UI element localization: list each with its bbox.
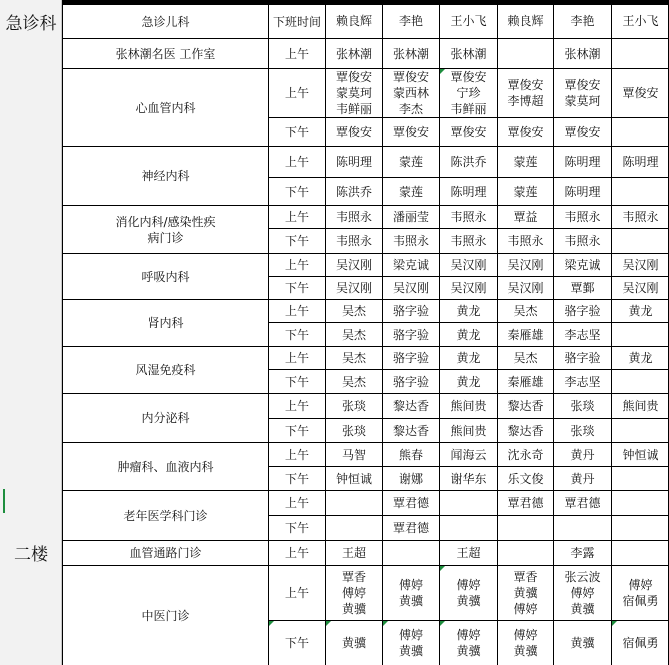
cell-comment-marker: [326, 621, 331, 626]
shift-cell[interactable]: 上午: [268, 442, 325, 466]
schedule-cell[interactable]: [611, 490, 669, 515]
schedule-cell[interactable]: 宿佩勇: [611, 620, 669, 665]
department-cell[interactable]: 血管通路门诊: [62, 540, 268, 565]
schedule-cell[interactable]: 吴汉刚: [382, 276, 439, 299]
schedule-cell[interactable]: 熊间贵: [611, 393, 669, 418]
shift-cell[interactable]: 下午: [268, 322, 325, 346]
schedule-cell[interactable]: 黄骥: [325, 620, 382, 665]
schedule-cell[interactable]: 吴汉刚: [439, 253, 497, 276]
shift-cell[interactable]: 下午: [268, 515, 325, 540]
schedule-cell[interactable]: 吴杰: [325, 346, 382, 369]
department-cell[interactable]: 张林潮名医 工作室: [62, 38, 268, 68]
schedule-cell[interactable]: 韦照永: [439, 205, 497, 228]
schedule-cell[interactable]: 覃俊安: [325, 117, 382, 146]
schedule-cell[interactable]: 潘丽莹: [382, 205, 439, 228]
schedule-cell[interactable]: [325, 490, 382, 515]
shift-cell[interactable]: 上午: [268, 540, 325, 565]
schedule-cell[interactable]: 闻海云: [439, 442, 497, 466]
shift-cell[interactable]: 下午: [268, 177, 325, 205]
schedule-cell[interactable]: [497, 515, 553, 540]
schedule-cell[interactable]: 吴汉刚: [497, 253, 553, 276]
schedule-cell[interactable]: [497, 38, 553, 68]
schedule-cell[interactable]: 钟恒诚: [325, 466, 382, 490]
schedule-cell[interactable]: 韦照永: [553, 228, 611, 253]
header-doctor-1[interactable]: 李艳: [382, 4, 439, 38]
schedule-cell[interactable]: 吴杰: [325, 369, 382, 393]
schedule-cell[interactable]: 张琰: [325, 418, 382, 442]
schedule-cell[interactable]: [611, 117, 669, 146]
shift-cell[interactable]: 上午: [268, 490, 325, 515]
schedule-cell[interactable]: [611, 228, 669, 253]
schedule-cell[interactable]: 黎达香: [382, 418, 439, 442]
schedule-cell[interactable]: 覃君德: [382, 490, 439, 515]
department-cell[interactable]: 老年医学科门诊: [62, 490, 268, 540]
schedule-cell[interactable]: 吴杰: [497, 346, 553, 369]
schedule-cell[interactable]: 秦雁雄: [497, 369, 553, 393]
schedule-cell[interactable]: 覃俊安 李博超: [497, 68, 553, 117]
schedule-cell[interactable]: 骆字验: [382, 346, 439, 369]
schedule-cell[interactable]: 张琰: [553, 418, 611, 442]
schedule-cell[interactable]: 黄丹: [553, 442, 611, 466]
schedule-cell[interactable]: 马智: [325, 442, 382, 466]
schedule-cell[interactable]: 陈明理: [325, 146, 382, 177]
section-second-floor[interactable]: 二楼: [14, 544, 48, 565]
shift-cell[interactable]: 上午: [268, 299, 325, 322]
schedule-cell[interactable]: 蒙莲: [382, 177, 439, 205]
schedule-cell[interactable]: 覃俊安: [382, 117, 439, 146]
schedule-cell[interactable]: 熊间贵: [439, 393, 497, 418]
schedule-cell[interactable]: 李露: [553, 540, 611, 565]
schedule-cell[interactable]: 陈明理: [553, 177, 611, 205]
schedule-cell[interactable]: [611, 38, 669, 68]
department-cell[interactable]: 肾内科: [62, 299, 268, 346]
schedule-cell[interactable]: 骆字验: [553, 346, 611, 369]
selection-indicator: [3, 489, 5, 513]
schedule-cell[interactable]: [611, 466, 669, 490]
shift-cell[interactable]: 下午: [268, 620, 325, 665]
schedule-cell[interactable]: 陈洪乔: [325, 177, 382, 205]
schedule-cell[interactable]: 秦雁雄: [497, 322, 553, 346]
schedule-cell[interactable]: 覃君德: [497, 490, 553, 515]
schedule-cell[interactable]: 张林潮: [325, 38, 382, 68]
schedule-cell[interactable]: 吴汉刚: [497, 276, 553, 299]
schedule-cell[interactable]: 傅婷 宿佩勇: [611, 565, 669, 620]
schedule-cell[interactable]: 吴杰: [325, 322, 382, 346]
schedule-cell[interactable]: 张琰: [553, 393, 611, 418]
schedule-cell[interactable]: 吴汉刚: [611, 253, 669, 276]
cell-comment-marker: [612, 621, 617, 626]
schedule-cell[interactable]: 陈洪乔: [439, 146, 497, 177]
schedule-cell[interactable]: [611, 322, 669, 346]
department-cell[interactable]: 中医门诊: [62, 565, 268, 665]
schedule-cell[interactable]: 张林潮: [382, 38, 439, 68]
schedule-cell[interactable]: 傅婷 黄骥: [439, 620, 497, 665]
header-doctor-4[interactable]: 李艳: [553, 4, 611, 38]
schedule-cell[interactable]: 乐文俊: [497, 466, 553, 490]
schedule-cell[interactable]: 吴汉刚: [325, 276, 382, 299]
schedule-cell[interactable]: 黄龙: [439, 346, 497, 369]
schedule-cell[interactable]: 黄骥: [553, 620, 611, 665]
header-doctor-3[interactable]: 赖良辉: [497, 4, 553, 38]
shift-cell[interactable]: 上午: [268, 253, 325, 276]
department-cell[interactable]: 神经内科: [62, 146, 268, 205]
schedule-cell[interactable]: 黄龙: [439, 299, 497, 322]
schedule-cell[interactable]: 张林潮: [553, 38, 611, 68]
schedule-cell[interactable]: 覃俊安: [553, 117, 611, 146]
shift-cell[interactable]: 下午: [268, 228, 325, 253]
schedule-cell[interactable]: 覃俊安 蒙莫珂: [553, 68, 611, 117]
schedule-cell[interactable]: 张琰: [325, 393, 382, 418]
cell-comment-marker: [440, 69, 445, 74]
schedule-cell[interactable]: 张云波 傅婷 黄骥: [553, 565, 611, 620]
schedule-cell[interactable]: 覃香 黄骥 傅婷: [497, 565, 553, 620]
section-emergency[interactable]: 急诊科: [5, 13, 57, 34]
schedule-cell[interactable]: 梁克诚: [382, 253, 439, 276]
header-doctor-5[interactable]: 王小飞: [611, 4, 669, 38]
schedule-cell[interactable]: 覃俊安: [439, 117, 497, 146]
schedule-cell[interactable]: 黎达香: [497, 393, 553, 418]
schedule-cell[interactable]: 骆字验: [382, 299, 439, 322]
schedule-cell[interactable]: 蒙莲: [497, 177, 553, 205]
cell-comment-marker: [269, 621, 274, 626]
schedule-cell[interactable]: 覃俊安 宁珍 韦鲜丽: [439, 68, 497, 117]
schedule-cell[interactable]: [611, 177, 669, 205]
schedule-cell[interactable]: 韦照永: [382, 228, 439, 253]
schedule-cell[interactable]: 陈明理: [553, 146, 611, 177]
schedule-cell[interactable]: 熊春: [382, 442, 439, 466]
shift-cell[interactable]: 上午: [268, 68, 325, 117]
shift-cell[interactable]: 上午: [268, 38, 325, 68]
cell-comment-marker: [440, 566, 445, 571]
schedule-cell[interactable]: 韦照永: [439, 228, 497, 253]
schedule-cell[interactable]: 覃俊安: [611, 68, 669, 117]
schedule-cell[interactable]: 黄龙: [611, 299, 669, 322]
schedule-cell[interactable]: 傅婷 黄骥: [382, 565, 439, 620]
schedule-cell[interactable]: 张林潮: [439, 38, 497, 68]
schedule-cell[interactable]: [497, 540, 553, 565]
cell-comment-marker: [383, 621, 388, 626]
schedule-cell[interactable]: 覃香 傅婷 黄骥: [325, 565, 382, 620]
department-cell[interactable]: 心血管内科: [62, 68, 268, 146]
department-cell[interactable]: 消化内科/感染性疾 病门诊: [62, 205, 268, 253]
schedule-cell[interactable]: 傅婷 黄骥: [497, 620, 553, 665]
shift-cell[interactable]: 上午: [268, 393, 325, 418]
schedule-cell[interactable]: 傅婷 黄骥: [382, 620, 439, 665]
schedule-cell[interactable]: 韦照永: [553, 205, 611, 228]
schedule-cell[interactable]: 黄龙: [439, 322, 497, 346]
schedule-cell[interactable]: 覃君德: [382, 515, 439, 540]
schedule-cell[interactable]: [553, 515, 611, 540]
schedule-cell[interactable]: 黎达香: [497, 418, 553, 442]
schedule-cell[interactable]: 骆字验: [382, 322, 439, 346]
schedule-cell[interactable]: 蒙莲: [382, 146, 439, 177]
schedule-cell[interactable]: 覃鄞: [553, 276, 611, 299]
schedule-cell[interactable]: 覃俊安: [497, 117, 553, 146]
schedule-cell[interactable]: [439, 490, 497, 515]
shift-cell[interactable]: 下午: [268, 276, 325, 299]
schedule-cell[interactable]: 吴汉刚: [439, 276, 497, 299]
schedule-cell[interactable]: [611, 418, 669, 442]
schedule-cell[interactable]: 韦照永: [611, 205, 669, 228]
schedule-cell[interactable]: [611, 540, 669, 565]
header-shift[interactable]: 下班时间: [268, 4, 325, 38]
schedule-cell[interactable]: 王超: [439, 540, 497, 565]
shift-cell[interactable]: 下午: [268, 117, 325, 146]
header-department[interactable]: 急诊儿科: [62, 4, 268, 38]
shift-cell[interactable]: 上午: [268, 346, 325, 369]
schedule-cell[interactable]: 陈明理: [611, 146, 669, 177]
schedule-cell[interactable]: 覃君德: [553, 490, 611, 515]
department-cell[interactable]: 呼吸内科: [62, 253, 268, 299]
shift-cell[interactable]: 上午: [268, 565, 325, 620]
schedule-cell[interactable]: 韦照永: [325, 205, 382, 228]
schedule-cell[interactable]: 沈永奇: [497, 442, 553, 466]
schedule-cell[interactable]: 谢娜: [382, 466, 439, 490]
schedule-cell[interactable]: 骆字验: [553, 299, 611, 322]
schedule-cell[interactable]: 覃益: [497, 205, 553, 228]
header-doctor-2[interactable]: 王小飞: [439, 4, 497, 38]
schedule-cell[interactable]: 梁克诚: [553, 253, 611, 276]
schedule-cell[interactable]: 黄龙: [439, 369, 497, 393]
schedule-cell[interactable]: 吴杰: [497, 299, 553, 322]
schedule-cell[interactable]: 黎达香: [382, 393, 439, 418]
schedule-cell[interactable]: [611, 515, 669, 540]
schedule-cell[interactable]: 钟恒诚: [611, 442, 669, 466]
shift-cell[interactable]: 上午: [268, 146, 325, 177]
schedule-cell[interactable]: [439, 515, 497, 540]
shift-cell[interactable]: 下午: [268, 369, 325, 393]
schedule-cell[interactable]: 韦照永: [497, 228, 553, 253]
schedule-cell[interactable]: 李志坚: [553, 369, 611, 393]
schedule-cell[interactable]: 陈明理: [439, 177, 497, 205]
cell-comment-marker: [440, 621, 445, 626]
shift-cell[interactable]: 下午: [268, 466, 325, 490]
schedule-cell[interactable]: 黄丹: [553, 466, 611, 490]
schedule-cell[interactable]: 谢华东: [439, 466, 497, 490]
schedule-cell[interactable]: 吴汉刚: [325, 253, 382, 276]
schedule-cell[interactable]: 李志坚: [553, 322, 611, 346]
shift-cell[interactable]: 下午: [268, 418, 325, 442]
schedule-cell[interactable]: 骆字验: [382, 369, 439, 393]
schedule-cell[interactable]: [382, 540, 439, 565]
schedule-cell[interactable]: 覃俊安 蒙西林 李杰: [382, 68, 439, 117]
header-doctor-0[interactable]: 赖良辉: [325, 4, 382, 38]
department-cell[interactable]: 风湿免疫科: [62, 346, 268, 393]
shift-cell[interactable]: 上午: [268, 205, 325, 228]
schedule-cell[interactable]: 熊间贵: [439, 418, 497, 442]
department-cell[interactable]: 肿瘤科、血液内科: [62, 442, 268, 490]
schedule-cell[interactable]: [325, 515, 382, 540]
schedule-cell[interactable]: 吴杰: [325, 299, 382, 322]
schedule-cell[interactable]: 蒙莲: [497, 146, 553, 177]
schedule-cell[interactable]: 王超: [325, 540, 382, 565]
schedule-cell[interactable]: 傅婷 黄骥: [439, 565, 497, 620]
schedule-cell[interactable]: 黄龙: [611, 346, 669, 369]
schedule-cell[interactable]: 覃俊安 蒙莫珂 韦鲜丽: [325, 68, 382, 117]
department-cell[interactable]: 内分泌科: [62, 393, 268, 442]
schedule-cell[interactable]: 吴汉刚: [611, 276, 669, 299]
schedule-cell[interactable]: [611, 369, 669, 393]
schedule-cell[interactable]: 韦照永: [325, 228, 382, 253]
